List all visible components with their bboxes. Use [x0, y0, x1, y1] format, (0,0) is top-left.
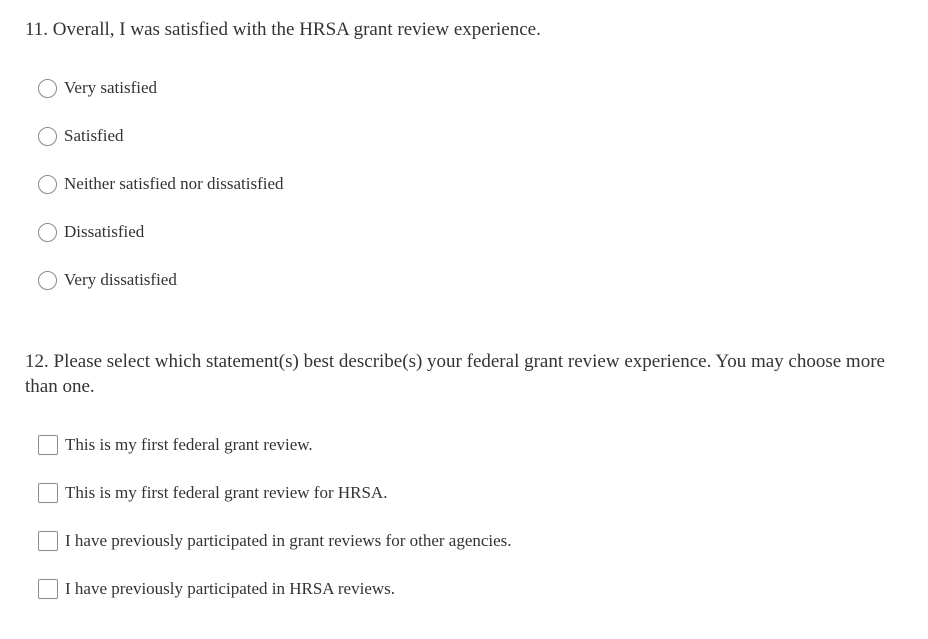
checkbox[interactable] [38, 483, 58, 503]
option-very-satisfied[interactable] [38, 76, 157, 100]
radio-button[interactable] [38, 127, 57, 146]
checkbox[interactable] [38, 531, 58, 551]
option-label: Dissatisfied [64, 222, 145, 241]
option-satisfied[interactable] [38, 124, 124, 148]
option-label: Neither satisfied nor dissatisfied [64, 174, 284, 193]
question-11-text: 11. Overall, I was satisfied with the HRSA grant review experience. [25, 19, 541, 40]
question-12-text: 12. Please select which statement(s) best describe(s) your federal grant review experience. You may choose more than one. [25, 351, 885, 397]
radio-button[interactable] [38, 175, 57, 194]
option-first-federal-grant-review-hrsa[interactable] [38, 481, 387, 505]
option-label: I have previously participated in grant reviews for other agencies. [65, 531, 512, 550]
radio-button[interactable] [38, 79, 57, 98]
option-label: Very satisfied [64, 78, 158, 97]
option-dissatisfied[interactable] [38, 220, 144, 244]
checkbox[interactable] [38, 579, 58, 599]
option-label: This is my first federal grant review for HRSA. [65, 483, 388, 502]
option-previous-other-agencies[interactable] [38, 529, 512, 553]
option-neither-satisfied-nor-dissatisfied[interactable] [38, 172, 284, 196]
option-previous-hrsa-reviews[interactable] [38, 577, 395, 601]
option-label: I have previously participated in HRSA reviews. [65, 579, 396, 598]
option-label: Very dissatisfied [64, 270, 177, 289]
option-very-dissatisfied[interactable] [38, 268, 177, 292]
option-label: This is my first federal grant review. [65, 435, 313, 454]
radio-button[interactable] [38, 271, 57, 290]
checkbox[interactable] [38, 435, 58, 455]
option-first-federal-grant-review[interactable] [38, 433, 313, 457]
option-label: Satisfied [64, 126, 124, 145]
radio-button[interactable] [38, 223, 57, 242]
